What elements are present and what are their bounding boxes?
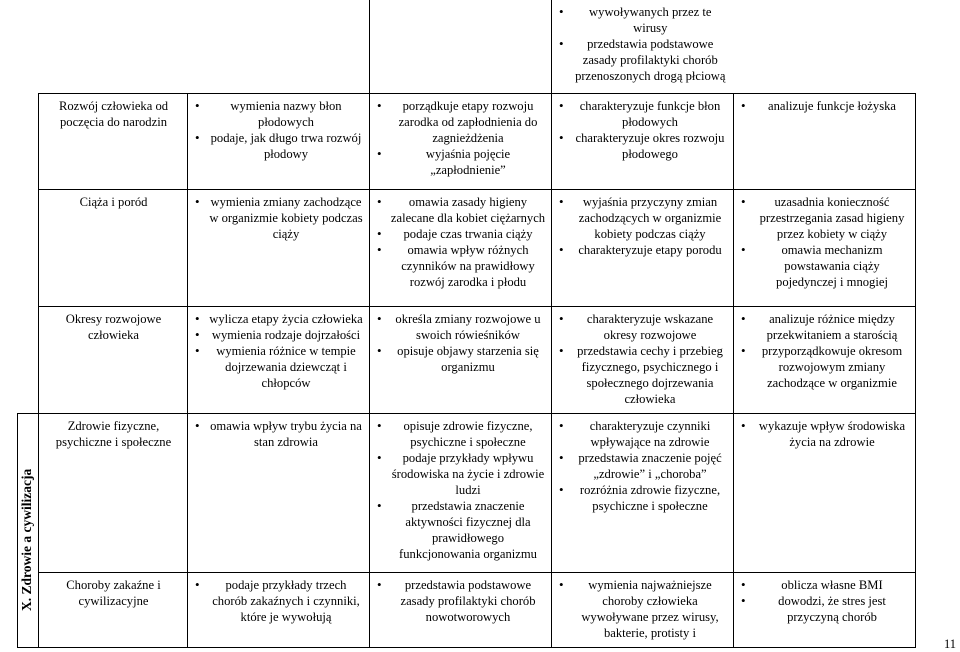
requirements-list: [376, 418, 546, 562]
section-label: X. Zdrowie a cywilizacja: [19, 468, 34, 611]
section-cell-empty: [18, 189, 39, 306]
requirements-list: [376, 311, 546, 375]
requirements-cell: [552, 413, 734, 572]
list-item: • omawia mechanizm powstawania ciąży pojedynczej i mnogiej: [740, 242, 910, 290]
requirements-cell: [370, 0, 552, 93]
list-item: • przedstawia podstawowe zasady profilaktyki chorób nowotworowych: [376, 577, 546, 625]
list-item: • analizuje różnice między przekwitaniem a starością: [740, 311, 910, 343]
requirements-list: [558, 418, 728, 514]
list-item: • wywoływanych przez te wirusy: [558, 4, 729, 36]
list-item: • przedstawia znaczenie aktywności fizycznej dla prawidłowego funkcjonowania organizmu: [376, 498, 546, 562]
requirements-cell: [552, 0, 734, 93]
requirements-list: [740, 577, 910, 625]
requirements-list: [558, 311, 728, 407]
requirements-cell: [734, 413, 916, 572]
requirements-list: [194, 577, 364, 625]
list-item: • określa zmiany rozwojowe u swoich rówieśników: [376, 311, 546, 343]
requirements-list: [558, 194, 728, 258]
requirements-list: [558, 98, 728, 162]
requirements-cell: [370, 189, 552, 306]
requirements-list: [740, 194, 910, 290]
requirements-cell: [734, 189, 916, 306]
requirements-cell: [552, 572, 734, 647]
list-item: • podaje przykłady trzech chorób zakaźnych i czynniki, które je wywołują: [194, 577, 364, 625]
topic-cell: [39, 189, 188, 306]
requirements-cell: [370, 413, 552, 572]
topic-text: Rozwój człowieka od poczęcia do narodzin: [58, 98, 169, 129]
requirements-list: [194, 98, 364, 162]
list-item: • omawia wpływ różnych czynników na prawidłowy rozwój zarodka i płodu: [376, 242, 546, 290]
requirements-list: [194, 194, 364, 242]
list-item: • charakteryzuje funkcje błon płodowych: [558, 98, 728, 130]
list-item: • podaje, jak długo trwa rozwój płodowy: [194, 130, 364, 162]
table-row: [18, 93, 916, 189]
topic-text: Zdrowie fizyczne, psychiczne i społeczne: [55, 418, 172, 449]
requirements-cell: [188, 306, 370, 413]
topic-cell: [39, 306, 188, 413]
requirements-cell: [734, 572, 916, 647]
section-cell-empty: [18, 93, 39, 189]
list-item: • wykazuje wpływ środowiska życia na zdrowie: [740, 418, 910, 450]
requirements-list: [376, 194, 546, 290]
requirements-list: [376, 577, 546, 625]
requirements-list: [558, 4, 729, 84]
requirements-cell: [188, 0, 370, 93]
table-row: [18, 306, 916, 413]
requirements-cell: [552, 93, 734, 189]
list-item: • wymienia rodzaje dojrzałości: [194, 327, 364, 343]
section-cell-empty: [18, 306, 39, 413]
requirements-cell: [734, 0, 916, 93]
list-item: • dowodzi, że stres jest przyczyną chorób: [740, 593, 910, 625]
list-item: • przedstawia podstawowe zasady profilaktyki chorób przenoszonych drogą płciową: [558, 36, 729, 84]
requirements-cell: [188, 572, 370, 647]
topic-text: Choroby zakaźne i cywilizacyjne: [66, 577, 161, 608]
list-item: • wyjaśnia pojęcie „zapłodnienie”: [376, 146, 546, 178]
requirements-cell: [370, 572, 552, 647]
list-item: • wymienia różnice w tempie dojrzewania dziewcząt i chłopców: [194, 343, 364, 391]
requirements-cell: [552, 306, 734, 413]
list-item: • przedstawia znaczenie pojęć „zdrowie” i „choroba”: [558, 450, 728, 482]
topic-text: Ciąża i poród: [79, 194, 148, 209]
list-item: • opisuje zdrowie fizyczne, psychiczne i społeczne: [376, 418, 546, 450]
requirements-cell: [188, 93, 370, 189]
list-item: • uzasadnia konieczność przestrzegania zasad higieny przez kobiety w ciąży: [740, 194, 910, 242]
requirements-list: [558, 577, 728, 641]
list-item: • oblicza własne BMI: [740, 577, 910, 593]
table-row: [18, 572, 916, 647]
list-item: • przyporządkowuje okresom rozwojowym zmiany zachodzące w organizmie: [740, 343, 910, 391]
topic-cell: [39, 93, 188, 189]
requirements-cell: [188, 413, 370, 572]
topic-cell: [39, 572, 188, 647]
requirements-cell: [370, 93, 552, 189]
list-item: • wymienia najważniejsze choroby człowieka wywoływane przez wirusy, bakterie, protisty i: [558, 577, 728, 641]
list-item: • wylicza etapy życia człowieka: [194, 311, 364, 327]
requirements-cell: [370, 306, 552, 413]
page-number: 11: [943, 637, 956, 651]
list-item: • omawia zasady higieny zalecane dla kobiet ciężarnych: [376, 194, 546, 226]
requirements-list: [194, 418, 364, 450]
section-label-cell: [18, 413, 39, 647]
list-item: • wymienia nazwy błon płodowych: [194, 98, 364, 130]
table-row: [18, 189, 916, 306]
list-item: • charakteryzuje czynniki wpływające na zdrowie: [558, 418, 728, 450]
list-item: • przedstawia cechy i przebieg fizycznego, psychicznego i społecznego dojrzewania człowieka: [558, 343, 728, 407]
list-item: • analizuje funkcje łożyska: [740, 98, 910, 114]
list-item: • wyjaśnia przyczyny zmian zachodzących w organizmie kobiety podczas ciąży: [558, 194, 728, 242]
list-item: • rozróżnia zdrowie fizyczne, psychiczne i społeczne: [558, 482, 728, 514]
requirements-cell: [734, 306, 916, 413]
table-row: [18, 413, 916, 572]
requirements-list: [740, 311, 910, 391]
list-item: • charakteryzuje wskazane okresy rozwojowe: [558, 311, 728, 343]
list-item: • podaje przykłady wpływu środowiska na życie i zdrowie ludzi: [376, 450, 546, 498]
requirements-list: [376, 98, 546, 178]
list-item: • porządkuje etapy rozwoju zarodka od zapłodnienia do zagnieżdżenia: [376, 98, 546, 146]
requirements-cell: [734, 93, 916, 189]
requirements-table: [17, 0, 916, 648]
topic-text: Okresy rozwojowe człowieka: [65, 311, 162, 342]
requirements-cell: [188, 189, 370, 306]
table-row: [18, 0, 916, 93]
list-item: • wymienia zmiany zachodzące w organizmie kobiety podczas ciąży: [194, 194, 364, 242]
list-item: • podaje czas trwania ciąży: [376, 226, 546, 242]
requirements-list: [740, 418, 910, 450]
requirements-list: [194, 311, 364, 391]
topic-cell: [39, 413, 188, 572]
requirements-cell: [552, 189, 734, 306]
list-item: • omawia wpływ trybu życia na stan zdrowia: [194, 418, 364, 450]
list-item: • charakteryzuje etapy porodu: [558, 242, 728, 258]
requirements-list: [740, 98, 910, 114]
topic-cell: [39, 0, 188, 93]
list-item: • opisuje objawy starzenia się organizmu: [376, 343, 546, 375]
list-item: • charakteryzuje okres rozwoju płodowego: [558, 130, 728, 162]
section-cell-empty: [18, 0, 39, 93]
